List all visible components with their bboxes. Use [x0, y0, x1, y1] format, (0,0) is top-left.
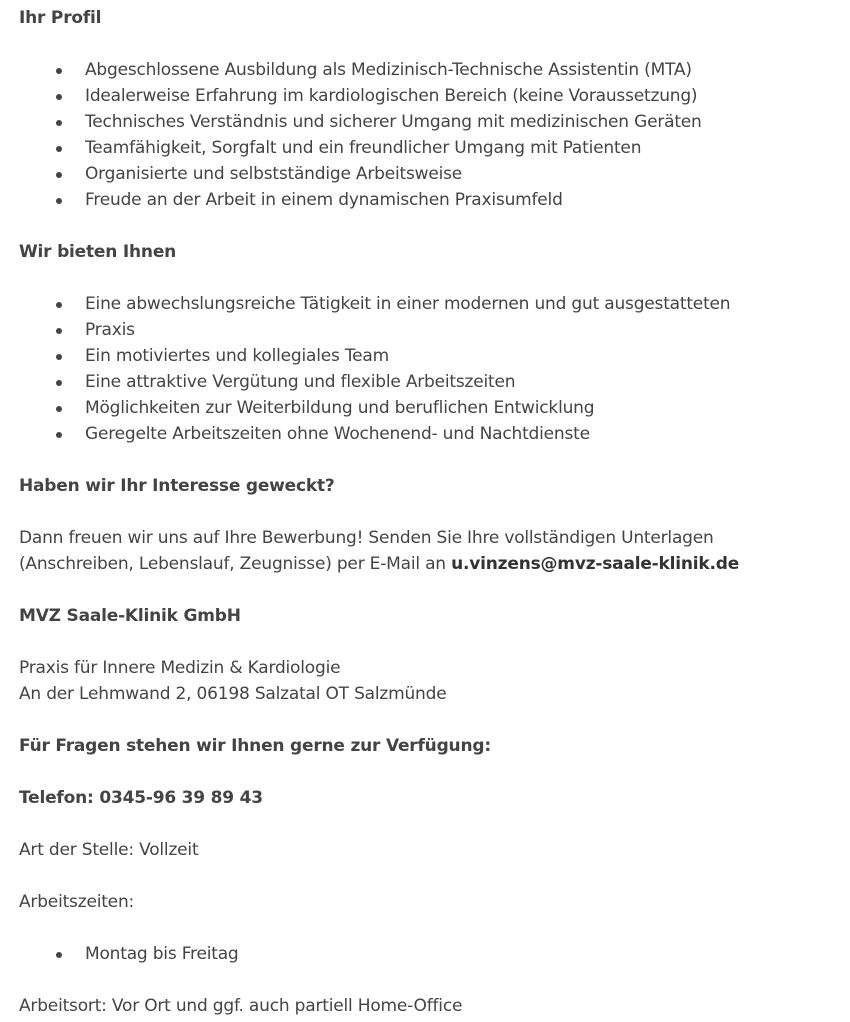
list-item: Freude an der Arbeit in einem dynamischen Praxisumfeld — [19, 187, 839, 213]
profile-heading: Ihr Profil — [19, 8, 102, 28]
bullet-icon — [56, 68, 62, 74]
list-item: Technisches Verständnis und sicherer Umgang mit medizinischen Geräten — [19, 109, 839, 135]
offer-heading: Wir bieten Ihnen — [19, 242, 177, 262]
bullet-icon — [56, 172, 62, 178]
working-hours-list — [19, 941, 839, 967]
interest-text-line: Dann freuen wir uns auf Ihre Bewerbung! Senden Sie Ihre vollständigen Unterlagen — [19, 528, 714, 548]
bullet-icon — [56, 94, 62, 100]
questions-heading: Für Fragen stehen wir Ihnen gerne zur Verfügung: — [19, 736, 491, 756]
bullet-icon — [56, 302, 62, 308]
list-item: Ein motiviertes und kollegiales Team — [19, 343, 839, 369]
bullet-icon — [56, 406, 62, 412]
list-item: Praxis — [19, 317, 839, 343]
bullet-icon — [56, 380, 62, 386]
list-item: Abgeschlossene Ausbildung als Medizinisch-Technische Assistentin (MTA) — [19, 57, 839, 83]
job-type: Art der Stelle: Vollzeit — [19, 840, 199, 860]
bullet-icon — [56, 952, 62, 958]
phone-number: Telefon: 0345-96 39 89 43 — [19, 788, 263, 808]
bullet-icon — [56, 146, 62, 152]
offer-list — [19, 291, 839, 447]
bullet-icon — [56, 328, 62, 334]
email-link[interactable]: u.vinzens@mvz-saale-klinik.de — [451, 554, 740, 574]
list-item: Teamfähigkeit, Sorgfalt und ein freundlicher Umgang mit Patienten — [19, 135, 839, 161]
company-name: MVZ Saale-Klinik GmbH — [19, 606, 241, 626]
interest-heading: Haben wir Ihr Interesse geweckt? — [19, 476, 335, 496]
profile-list — [19, 57, 839, 213]
work-location: Arbeitsort: Vor Ort und ggf. auch partiell Home-Office — [19, 996, 463, 1016]
job-posting-document — [19, 5, 839, 1019]
bullet-icon — [56, 198, 62, 204]
list-item: Montag bis Freitag — [19, 941, 839, 967]
company-address: An der Lehmwand 2, 06198 Salzatal OT Salzmünde — [19, 684, 447, 704]
list-item: Idealerweise Erfahrung im kardiologischen Bereich (keine Voraussetzung) — [19, 83, 839, 109]
bullet-icon — [56, 120, 62, 126]
list-item: Organisierte und selbstständige Arbeitsweise — [19, 161, 839, 187]
working-hours-label: Arbeitszeiten: — [19, 892, 135, 912]
list-item: Eine attraktive Vergütung und flexible Arbeitszeiten — [19, 369, 839, 395]
company-department: Praxis für Innere Medizin & Kardiologie — [19, 658, 341, 678]
list-item: Geregelte Arbeitszeiten ohne Wochenend- und Nachtdienste — [19, 421, 839, 447]
bullet-icon — [56, 432, 62, 438]
list-item: Möglichkeiten zur Weiterbildung und beruflichen Entwicklung — [19, 395, 839, 421]
interest-text-line: (Anschreiben, Lebenslauf, Zeugnisse) per E-Mail an u.vinzens@mvz-saale-klinik.de — [19, 554, 740, 574]
bullet-icon — [56, 354, 62, 360]
list-item: Eine abwechslungsreiche Tätigkeit in einer modernen und gut ausgestatteten — [19, 291, 839, 317]
